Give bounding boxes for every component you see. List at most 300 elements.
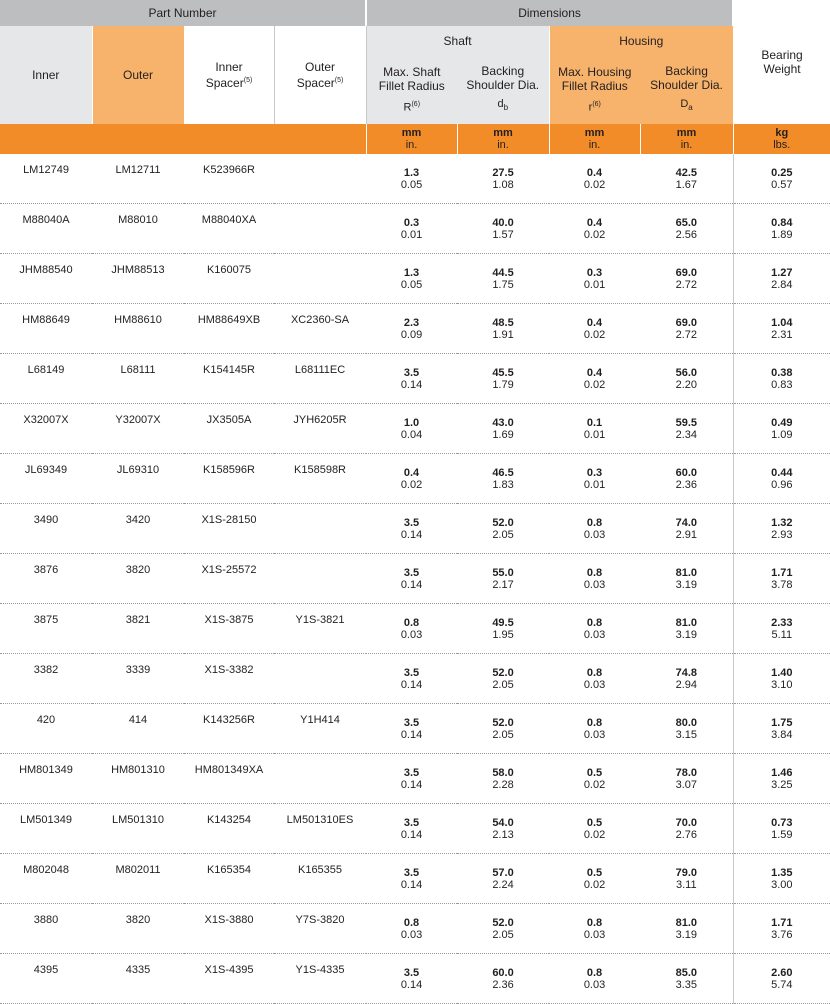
shaft-radius-cell (366, 604, 457, 654)
outer-spacer-cell: Y1S-4335 (274, 954, 366, 1004)
housing-radius-cell-metric: 0.8 (586, 566, 603, 579)
shaft-radius-cell-imperial: 0.14 (400, 978, 423, 991)
shaft-radius-cell-imperial: 0.02 (400, 478, 423, 491)
housing-dia-cell-imperial: 2.72 (675, 328, 697, 341)
table-row (0, 204, 830, 254)
housing-radius-cell-imperial: 0.02 (583, 778, 606, 791)
housing-radius-cell-metric: 0.1 (586, 416, 603, 429)
col-shaft-radius-symbol (367, 98, 458, 115)
unit-in: in. (497, 139, 509, 151)
shaft-radius-cell-imperial: 0.14 (400, 828, 423, 841)
housing-radius-cell-metric: 0.8 (586, 516, 603, 529)
shaft-dia-cell-imperial: 2.05 (492, 678, 514, 691)
inner-part-cell: M802048 (0, 854, 92, 904)
shaft-dia-cell-imperial: 2.13 (492, 828, 514, 841)
shaft-radius-cell (366, 354, 457, 404)
weight-cell-imperial: 0.83 (771, 378, 793, 391)
shaft-radius-cell-metric: 2.3 (403, 316, 420, 329)
outer-part-cell: L68111 (92, 354, 184, 404)
shaft-dia-cell-imperial: 2.24 (492, 878, 514, 891)
weight-cell-metric: 0.44 (771, 466, 793, 479)
shaft-radius-cell-metric: 0.3 (403, 216, 420, 229)
housing-dia-cell-metric: 70.0 (675, 816, 697, 829)
inner-spacer-cell: JX3505A (184, 404, 274, 454)
weight-cell-metric: 0.49 (771, 416, 793, 429)
housing-radius-cell-imperial: 0.03 (583, 628, 606, 641)
inner-part-cell: LM12749 (0, 154, 92, 204)
shaft-dia-cell-metric: 48.5 (492, 316, 514, 329)
bearing-weight-label-line1: Bearing (761, 48, 803, 62)
housing-dia-cell-imperial: 2.20 (675, 378, 697, 391)
weight-cell (733, 404, 830, 454)
weight-cell-imperial: 2.31 (771, 328, 793, 341)
weight-cell-metric: 1.27 (771, 266, 793, 279)
housing-dia-cell-metric: 69.0 (675, 266, 697, 279)
bearing-weight-header (733, 0, 830, 124)
shaft-radius-cell (366, 654, 457, 704)
weight-cell (733, 804, 830, 854)
housing-dia-cell (640, 204, 733, 254)
col-outer-spacer (274, 26, 366, 124)
units-bar-blank (0, 124, 366, 154)
weight-cell-metric: 2.33 (771, 616, 793, 629)
housing-radius-cell (549, 654, 640, 704)
shaft-radius-cell-imperial: 0.03 (400, 928, 423, 941)
shaft-dia-cell-metric: 49.5 (492, 616, 514, 629)
housing-radius-cell (549, 854, 640, 904)
housing-dia-cell (640, 504, 733, 554)
unit-in: in. (680, 139, 693, 151)
weight-cell-imperial: 3.76 (771, 928, 793, 941)
inner-spacer-cell: X1S-28150 (184, 504, 274, 554)
housing-dia-cell-imperial: 2.36 (675, 478, 697, 491)
weight-cell-imperial: 3.78 (771, 578, 793, 591)
weight-cell-metric: 1.71 (771, 566, 793, 579)
housing-dia-cell-imperial: 3.07 (675, 778, 697, 791)
shaft-dia-cell (457, 454, 549, 504)
col-outer-spacer-footnote: (5) (334, 77, 344, 84)
shaft-radius-cell (366, 154, 457, 204)
col-housing-dia-symbol (640, 97, 733, 115)
outer-part-cell: HM801310 (92, 754, 184, 804)
weight-cell (733, 904, 830, 954)
housing-radius-cell-imperial: 0.03 (583, 578, 606, 591)
housing-dia-cell-imperial: 2.91 (675, 528, 697, 541)
shaft-dia-cell-metric: 58.0 (492, 766, 514, 779)
weight-cell-metric: 0.84 (771, 216, 793, 229)
housing-radius-cell-imperial: 0.03 (583, 678, 606, 691)
weight-cell (733, 154, 830, 204)
weight-cell (733, 354, 830, 404)
units-bar (0, 124, 830, 154)
outer-spacer-cell (274, 504, 366, 554)
shaft-radius-cell-imperial: 0.14 (400, 528, 423, 541)
housing-radius-cell-metric: 0.8 (586, 716, 603, 729)
inner-part-cell: 3382 (0, 654, 92, 704)
shaft-dia-cell-metric: 44.5 (492, 266, 514, 279)
outer-spacer-cell: Y1H414 (274, 704, 366, 754)
housing-radius-cell (549, 954, 640, 1004)
outer-spacer-cell (274, 254, 366, 304)
col-inner-spacer (184, 26, 274, 124)
housing-dia-cell (640, 904, 733, 954)
inner-spacer-cell: HM88649XB (184, 304, 274, 354)
shaft-dia-cell (457, 854, 549, 904)
shaft-dia-cell-imperial: 1.83 (492, 478, 514, 491)
inner-spacer-cell: X1S-3880 (184, 904, 274, 954)
unit-shaft-dia (457, 124, 549, 154)
weight-cell (733, 604, 830, 654)
col-housing-radius-symbol (550, 98, 641, 115)
housing-dia-cell-imperial: 2.76 (675, 828, 697, 841)
housing-radius-cell-imperial: 0.02 (583, 878, 606, 891)
housing-radius-cell (549, 504, 640, 554)
unit-lbs: lbs. (773, 139, 791, 151)
weight-cell-imperial: 0.96 (771, 478, 793, 491)
inner-part-cell: M88040A (0, 204, 92, 254)
outer-part-cell: JL69310 (92, 454, 184, 504)
outer-part-cell: 3820 (92, 554, 184, 604)
housing-dia-cell-imperial: 2.94 (675, 678, 697, 691)
housing-dia-cell (640, 154, 733, 204)
unit-mm: mm (493, 127, 513, 139)
housing-radius-cell-imperial: 0.02 (583, 228, 606, 241)
housing-radius-cell (549, 804, 640, 854)
inner-spacer-cell: X1S-25572 (184, 554, 274, 604)
shaft-dia-subscript: b (503, 103, 509, 113)
col-outer-spacer-line2: Spacer (296, 76, 335, 90)
inner-part-cell: 3875 (0, 604, 92, 654)
weight-cell-imperial: 3.84 (771, 728, 793, 741)
outer-part-cell: 3420 (92, 504, 184, 554)
shaft-radius-cell (366, 704, 457, 754)
outer-part-cell: LM501310 (92, 804, 184, 854)
table-row (0, 504, 830, 554)
inner-spacer-cell: HM801349XA (184, 754, 274, 804)
housing-dia-cell-metric: 81.0 (675, 566, 697, 579)
unit-housing-radius (549, 124, 640, 154)
shaft-dia-cell-metric: 55.0 (492, 566, 514, 579)
housing-radius-cell (549, 254, 640, 304)
table-row (0, 704, 830, 754)
col-shaft-dia-line2: Shoulder Dia. (466, 78, 540, 93)
shaft-radius-cell-imperial: 0.05 (400, 178, 423, 191)
weight-cell-imperial: 0.57 (771, 178, 793, 191)
weight-cell (733, 454, 830, 504)
shaft-dia-cell-imperial: 2.05 (492, 728, 514, 741)
outer-spacer-cell (274, 554, 366, 604)
weight-cell-metric: 1.32 (771, 516, 793, 529)
shaft-group-header: Shaft (366, 26, 549, 56)
housing-radius-cell-metric: 0.8 (586, 616, 603, 629)
outer-part-cell: LM12711 (92, 154, 184, 204)
col-shaft-dia-line1: Backing (481, 64, 525, 79)
housing-radius-cell-imperial: 0.02 (583, 828, 606, 841)
shaft-dia-cell-metric: 52.0 (492, 666, 514, 679)
outer-spacer-cell (274, 154, 366, 204)
col-inner: Inner (0, 26, 92, 124)
outer-spacer-cell: JYH6205R (274, 404, 366, 454)
housing-dia-cell-imperial: 3.19 (675, 628, 697, 641)
shaft-radius-symbol-text: R (403, 101, 412, 114)
inner-part-cell: 4395 (0, 954, 92, 1004)
shaft-radius-cell-metric: 1.3 (403, 166, 420, 179)
housing-radius-cell (549, 154, 640, 204)
housing-radius-footnote: (6) (592, 101, 601, 109)
unit-shaft-radius (366, 124, 457, 154)
shaft-dia-cell (457, 204, 549, 254)
housing-radius-cell (549, 604, 640, 654)
housing-dia-cell-metric: 78.0 (675, 766, 697, 779)
outer-part-cell: JHM88513 (92, 254, 184, 304)
shaft-radius-cell (366, 754, 457, 804)
table-row (0, 154, 830, 204)
housing-dia-cell-metric: 74.0 (675, 516, 697, 529)
col-shaft-fillet-radius (366, 56, 457, 124)
shaft-radius-cell-metric: 3.5 (403, 766, 420, 779)
inner-spacer-cell: K523966R (184, 154, 274, 204)
shaft-radius-cell (366, 904, 457, 954)
shaft-dia-cell (457, 754, 549, 804)
housing-radius-cell-metric: 0.5 (586, 766, 603, 779)
inner-spacer-cell: X1S-3875 (184, 604, 274, 654)
col-inner-spacer-line2: Spacer (205, 76, 244, 90)
shaft-radius-cell-metric: 3.5 (403, 716, 420, 729)
shaft-dia-cell-imperial: 2.28 (492, 778, 514, 791)
housing-radius-cell (549, 704, 640, 754)
housing-radius-cell-imperial: 0.01 (583, 428, 606, 441)
table-row (0, 454, 830, 504)
shaft-dia-cell-metric: 57.0 (492, 866, 514, 879)
housing-radius-cell-metric: 0.5 (586, 866, 603, 879)
shaft-radius-cell-imperial: 0.14 (400, 778, 423, 791)
inner-spacer-cell: X1S-3382 (184, 654, 274, 704)
weight-cell-imperial: 1.89 (771, 228, 793, 241)
outer-spacer-cell: LM501310ES (274, 804, 366, 854)
shaft-dia-cell-imperial: 2.05 (492, 928, 514, 941)
shaft-dia-cell (457, 954, 549, 1004)
shaft-dia-cell-metric: 46.5 (492, 466, 514, 479)
housing-dia-subscript: a (688, 103, 693, 113)
part-number-group-header: Part Number (0, 0, 366, 26)
shaft-radius-cell (366, 504, 457, 554)
housing-radius-cell (549, 304, 640, 354)
weight-cell-metric: 1.04 (771, 316, 793, 329)
inner-spacer-cell: K143254 (184, 804, 274, 854)
weight-cell (733, 504, 830, 554)
shaft-radius-cell-metric: 3.5 (403, 866, 420, 879)
housing-radius-cell (549, 454, 640, 504)
table-row (0, 254, 830, 304)
housing-dia-cell-metric: 81.0 (675, 916, 697, 929)
table-row (0, 854, 830, 904)
outer-spacer-cell: K165355 (274, 854, 366, 904)
shaft-dia-cell-imperial: 1.79 (492, 378, 514, 391)
housing-dia-cell (640, 604, 733, 654)
housing-dia-cell-metric: 80.0 (675, 716, 697, 729)
col-outer-spacer-line1: Outer (305, 60, 336, 74)
weight-cell-imperial: 1.09 (771, 428, 793, 441)
shaft-dia-cell (457, 154, 549, 204)
housing-dia-cell-imperial: 3.19 (675, 928, 697, 941)
shaft-dia-cell-imperial: 2.05 (492, 528, 514, 541)
col-shaft-dia-symbol (457, 97, 549, 115)
shaft-radius-cell-metric: 3.5 (403, 566, 420, 579)
col-shaft-radius-line2: Fillet Radius (378, 79, 445, 94)
col-housing-dia-line2: Shoulder Dia. (650, 78, 723, 93)
weight-cell (733, 204, 830, 254)
shaft-radius-cell-metric: 3.5 (403, 516, 420, 529)
housing-dia-cell-metric: 65.0 (675, 216, 697, 229)
housing-radius-cell (549, 204, 640, 254)
outer-part-cell: 3339 (92, 654, 184, 704)
housing-dia-cell-metric: 74.8 (675, 666, 697, 679)
housing-radius-cell-imperial: 0.03 (583, 528, 606, 541)
housing-radius-cell-imperial: 0.02 (583, 378, 606, 391)
shaft-radius-cell (366, 304, 457, 354)
weight-cell-metric: 1.46 (771, 766, 793, 779)
housing-radius-cell-metric: 0.8 (586, 916, 603, 929)
unit-in: in. (405, 139, 418, 151)
housing-dia-cell (640, 704, 733, 754)
weight-cell-metric: 0.38 (771, 366, 793, 379)
table-row (0, 954, 830, 1004)
shaft-radius-cell (366, 854, 457, 904)
housing-radius-cell-imperial: 0.01 (583, 478, 606, 491)
shaft-dia-cell-imperial: 1.69 (492, 428, 514, 441)
shaft-radius-cell-metric: 0.4 (403, 466, 420, 479)
shaft-radius-cell-metric: 3.5 (403, 666, 420, 679)
shaft-dia-cell-imperial: 1.75 (492, 278, 514, 291)
weight-cell (733, 654, 830, 704)
inner-part-cell: JHM88540 (0, 254, 92, 304)
unit-mm: mm (584, 127, 605, 139)
housing-dia-cell-imperial: 3.19 (675, 578, 697, 591)
col-housing-shoulder-dia (640, 56, 733, 124)
housing-radius-cell-metric: 0.8 (586, 666, 603, 679)
weight-cell-imperial: 3.25 (771, 778, 793, 791)
weight-cell-imperial: 1.59 (771, 828, 793, 841)
col-shaft-radius-line1: Max. Shaft (383, 65, 441, 80)
housing-dia-cell (640, 404, 733, 454)
inner-part-cell: 3490 (0, 504, 92, 554)
unit-housing-dia (640, 124, 733, 154)
housing-dia-cell-imperial: 1.67 (675, 178, 697, 191)
housing-dia-cell (640, 854, 733, 904)
weight-cell (733, 754, 830, 804)
shaft-radius-cell-metric: 0.8 (403, 916, 420, 929)
shaft-radius-cell-imperial: 0.14 (400, 378, 423, 391)
shaft-radius-cell-metric: 1.0 (403, 416, 420, 429)
col-housing-radius-line2: Fillet Radius (561, 79, 628, 94)
outer-spacer-cell: XC2360-SA (274, 304, 366, 354)
shaft-radius-cell (366, 804, 457, 854)
housing-dia-cell-imperial: 3.15 (675, 728, 697, 741)
unit-kg: kg (775, 127, 789, 139)
shaft-dia-cell (457, 904, 549, 954)
weight-cell-imperial: 2.93 (771, 528, 793, 541)
shaft-dia-cell (457, 254, 549, 304)
shaft-radius-footnote: (6) (411, 101, 421, 109)
shaft-dia-cell-imperial: 1.08 (492, 178, 514, 191)
housing-dia-cell (640, 254, 733, 304)
shaft-radius-cell-imperial: 0.14 (400, 578, 423, 591)
outer-spacer-cell (274, 754, 366, 804)
housing-dia-symbol-text: D (680, 98, 689, 111)
weight-cell-imperial: 5.11 (771, 628, 793, 641)
housing-radius-cell (549, 904, 640, 954)
shaft-radius-cell (366, 454, 457, 504)
shaft-dia-cell (457, 704, 549, 754)
housing-radius-cell-imperial: 0.03 (583, 728, 606, 741)
outer-spacer-cell: Y1S-3821 (274, 604, 366, 654)
shaft-radius-cell-imperial: 0.01 (400, 228, 423, 241)
housing-dia-cell-metric: 79.0 (675, 866, 697, 879)
shaft-dia-cell-metric: 43.0 (492, 416, 514, 429)
outer-part-cell: 4335 (92, 954, 184, 1004)
inner-spacer-cell: K154145R (184, 354, 274, 404)
inner-part-cell: HM88649 (0, 304, 92, 354)
col-outer: Outer (92, 26, 184, 124)
housing-dia-cell-metric: 56.0 (675, 366, 697, 379)
weight-cell-metric: 2.60 (771, 966, 793, 979)
shaft-dia-cell (457, 404, 549, 454)
weight-cell-metric: 1.40 (771, 666, 793, 679)
housing-radius-cell-metric: 0.4 (586, 166, 603, 179)
shaft-radius-cell-imperial: 0.03 (400, 628, 423, 641)
inner-spacer-cell: X1S-4395 (184, 954, 274, 1004)
shaft-dia-cell (457, 604, 549, 654)
outer-spacer-cell (274, 654, 366, 704)
inner-spacer-cell: K165354 (184, 854, 274, 904)
weight-cell (733, 554, 830, 604)
housing-dia-cell (640, 304, 733, 354)
weight-cell (733, 854, 830, 904)
housing-dia-cell-imperial: 3.35 (675, 978, 697, 991)
shaft-dia-cell-metric: 54.0 (492, 816, 514, 829)
housing-radius-cell (549, 404, 640, 454)
housing-radius-cell-metric: 0.4 (586, 316, 603, 329)
shaft-dia-cell (457, 354, 549, 404)
housing-radius-cell (549, 354, 640, 404)
housing-dia-cell (640, 354, 733, 404)
inner-part-cell: X32007X (0, 404, 92, 454)
col-housing-fillet-radius (549, 56, 640, 124)
inner-part-cell: JL69349 (0, 454, 92, 504)
housing-radius-cell-metric: 0.8 (586, 966, 603, 979)
table-row (0, 604, 830, 654)
housing-dia-cell-metric: 81.0 (675, 616, 697, 629)
housing-radius-symbol-text: r (588, 101, 593, 114)
housing-radius-cell-metric: 0.3 (586, 466, 603, 479)
inner-spacer-cell: M88040XA (184, 204, 274, 254)
housing-group-header: Housing (549, 26, 733, 56)
shaft-dia-cell-imperial: 2.17 (492, 578, 514, 591)
inner-spacer-cell: K160075 (184, 254, 274, 304)
shaft-dia-symbol-text: d (497, 98, 504, 111)
table-row (0, 354, 830, 404)
weight-cell (733, 954, 830, 1004)
col-shaft-shoulder-dia (457, 56, 549, 124)
shaft-dia-cell-imperial: 1.91 (492, 328, 514, 341)
weight-cell (733, 254, 830, 304)
shaft-dia-cell-imperial: 1.57 (492, 228, 514, 241)
housing-radius-cell-metric: 0.5 (586, 816, 603, 829)
outer-spacer-cell (274, 204, 366, 254)
shaft-radius-cell (366, 204, 457, 254)
weight-cell-imperial: 3.00 (771, 878, 793, 891)
inner-part-cell: LM501349 (0, 804, 92, 854)
